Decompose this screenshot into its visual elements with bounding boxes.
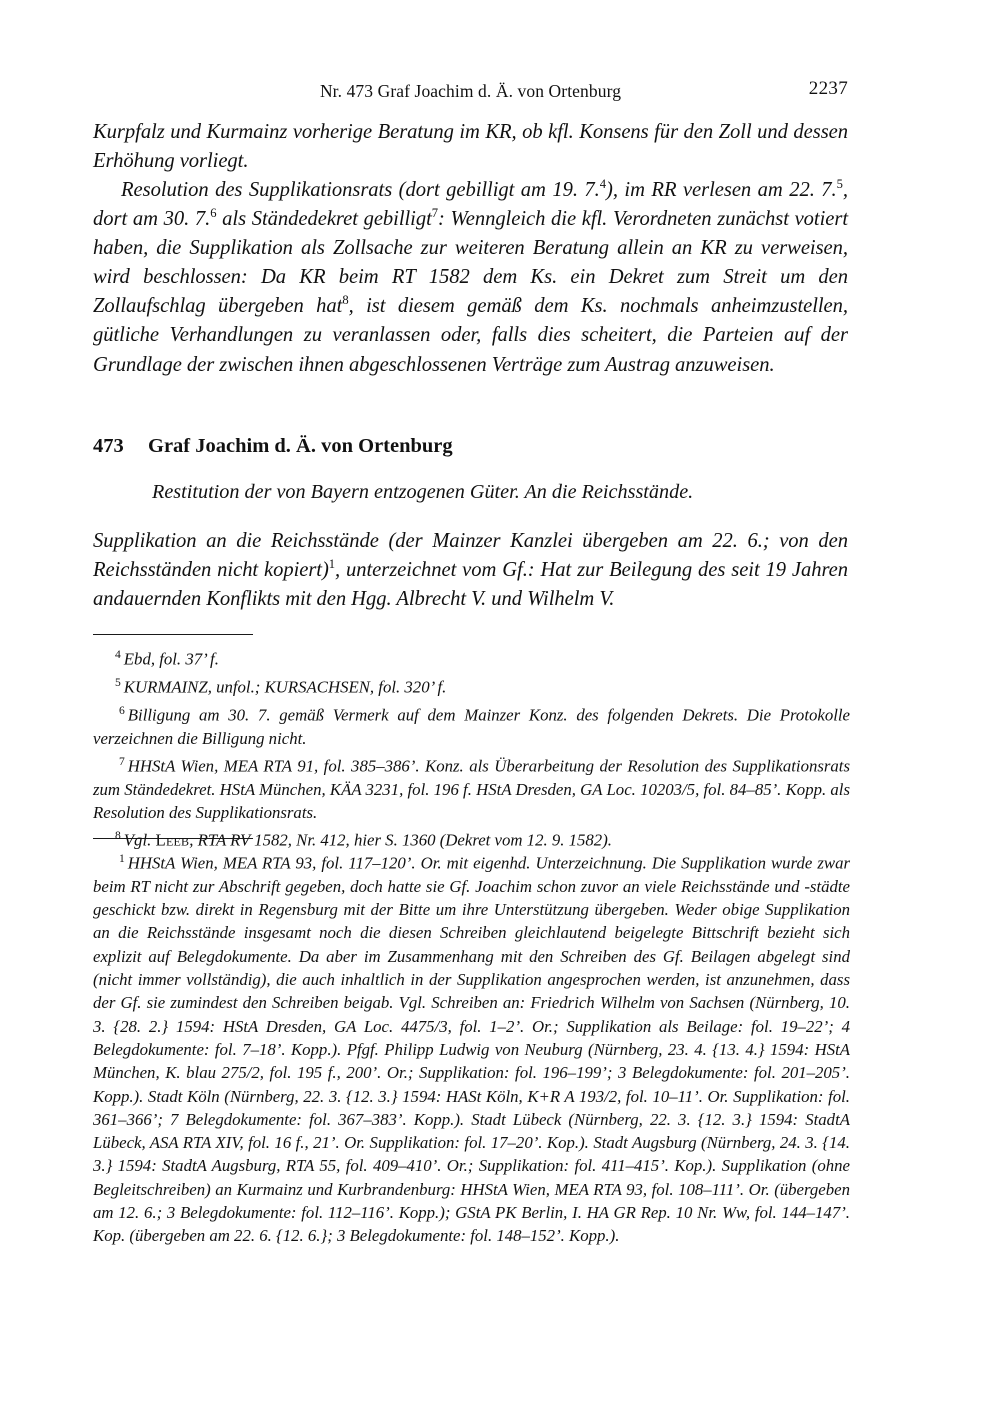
section-heading bbox=[93, 432, 848, 460]
page-number: 2237 bbox=[808, 78, 848, 99]
section-number: 473 bbox=[93, 435, 124, 457]
running-head bbox=[93, 78, 848, 104]
note-ref-7[interactable]: 7 bbox=[431, 206, 439, 221]
section-subtitle: Restitution der von Bayern entzogenen Güter. An die Reichsstände. bbox=[152, 481, 694, 503]
footnote-group-lower bbox=[93, 847, 850, 1248]
footnote-separator-upper bbox=[93, 634, 253, 635]
note-ref-4[interactable]: 4 bbox=[599, 177, 607, 192]
footnote-marker-7: 7 bbox=[119, 754, 125, 768]
running-head-title: Nr. 473 Graf Joachim d. Ä. von Ortenburg bbox=[319, 81, 622, 101]
footnote-text-5: KURMAINZ, unfol.; KURSACHSEN, fol. 320’ f. bbox=[123, 677, 447, 697]
footnote-author-leeb: Leeb bbox=[155, 831, 190, 851]
resolution-text-1: Resolution des Supplikationsrats (dort gebilligt am 19. 7. bbox=[121, 179, 600, 201]
resolution-text-4: als Ständedekret gebilligt bbox=[216, 208, 432, 231]
footnote-group-upper bbox=[93, 643, 850, 852]
footnote-text-8-prefix: Vgl. bbox=[123, 831, 156, 851]
section-title: Graf Joachim d. Ä. von Ortenburg bbox=[148, 435, 453, 457]
footnote-6 bbox=[93, 699, 850, 750]
resolution-text-3: , dort am 30. 7. bbox=[93, 179, 849, 231]
footnote-marker-8: 8 bbox=[115, 829, 121, 843]
supplikation-text-1: Supplikation an die Reichsstände (der Mainzer Kanzlei übergeben am 22. 6.; von den Reichsständen nicht kopiert) bbox=[93, 530, 848, 582]
footnote-text-8-suffix: , RTA RV 1582, Nr. 412, hier S. 1360 (Dekret vom 12. 9. 1582). bbox=[189, 831, 612, 851]
resolution-text-5: : Wenngleich die kfl. Verordneten zunächst votiert haben, die Supplikation als Zollsache zur weiteren Beratung allein an KR zu verweisen, wird beschlossen: Da KR beim RT 1582 dem Ks. ein Dekret zum Streit um den Zollaufschlag übergeben hat bbox=[93, 208, 848, 318]
note-ref-8[interactable]: 8 bbox=[342, 293, 349, 308]
supplikation-text-2: , unterzeichnet vom Gf.: Hat zur Beilegung des seit 19 Jahren andauernden Konflikts mit den Hgg. Albrecht V. und Wilhelm V. bbox=[93, 559, 848, 611]
note-ref-5[interactable]: 5 bbox=[836, 177, 843, 192]
resolution-text-6: , ist diesem gemäß dem Ks. nochmals anheimzustellen, gütliche Verhandlungen zu veranlassen oder, falls dies scheitert, die Parteien auf der Grundlage der zwischen ihnen abgeschlossenen Verträge zum Austrag anzuweisen. bbox=[93, 295, 848, 376]
footnote-7 bbox=[93, 750, 850, 824]
footnote-text-6: Billigung am 30. 7. gemäß Vermerk auf dem Mainzer Konz. des folgenden Dekrets. Die Protokolle verzeichnen die Billigung nicht. bbox=[93, 705, 850, 748]
footnote-1 bbox=[93, 847, 850, 1248]
paragraph-kurpfalz: Kurpfalz und Kurmainz vorherige Beratung im KR, ob kfl. Konsens für den Zoll und dessen Erhöhung vorliegt. bbox=[93, 121, 848, 173]
footnote-5 bbox=[93, 671, 850, 699]
footnote-marker-1: 1 bbox=[119, 852, 125, 865]
paragraph-resolution bbox=[93, 176, 848, 380]
footnote-marker-5: 5 bbox=[115, 675, 121, 689]
footnote-4 bbox=[93, 643, 850, 671]
footnote-text-1: HHStA Wien, MEA RTA 93, fol. 117–120’. Or. mit eigenhd. Unterzeichnung. Die Supplikation wurde zwar beim RT nicht zur Abschrift gegeben, doch hatte sie Gf. Joachim schon zuvor an viele Reichsstände und -städte geschickt bzw. direkt in Regensburg mit der Bitte um ihre Unterstützung übergeben. Weder obige Supplikation an die Reichsstände insgesamt noch die diesen Schreiben gleichlautend beigelegte Bittschrift bezieht sich explizit auf Belegdokumente. Da aber im Zusammenhang mit den Schreiben des Gf. Beilagen abgelegt sind (nicht immer vollständig), die auch inhaltlich in der Supplikation angesprochen werden, ist anzunehmen, dass der Gf. sie zumindest den Schreiben beigab. Vgl. Schreiben an: Friedrich Wilhelm von Sachsen (Nürnberg, 10. 3. {28. 2.} 1594: HStA Dresden, GA Loc. 4475/3, fol. 1–2’. Or.; Supplikation als Beilage: fol. 19–22’; 4 Belegdokumente: fol. 7–18’. Kopp.). Pfgf. Philipp Ludwig von Neuburg (Nürnberg, 23. 4. {13. 4.} 1594: HStA München, K. blau 275/2, fol. 195 f., 200’. Or.; Supplikation: fol. 196–199’; 3 Belegdokumente: fol. 201–205’. Kopp.). Stadt Köln (Nürnberg, 22. 3. {12. 3.} 1594: HASt Köln, K+R A 193/2, fol. 10–11’. Or. Supplikation: fol. 361–366’; 7 Belegdokumente: fol. 367–383’. Kopp.). Stadt Lübeck (Nürnberg, 22. 3. {12. 3.} 1594: StadtA Lübeck, ASA RTA XIV, fol. 16 f., 21’. Or. Supplikation: fol. 17–20’. Kop.). Stadt Augsburg (Nürnberg, 24. 3. {14. 3.} 1594: StadtA Augsburg, RTA 55, fol. 409–410’. Or.; Supplikation: fol. 411–415’. Kop.). Supplikation (ohne Begleitschreiben) an Kurmainz und Kurbrandenburg: HHStA Wien, MEA RTA 93, fol. 108–111’. Or. (übergeben am 12. 6.; 3 Belegdokumente: fol. 112–116’. Kopp.); GStA PK Berlin, I. HA GR Rep. 10 Nr. Ww, fol. 144–147’. Kop. (übergeben am 22. 6. {12. 6.}; 3 Belegdokumente: fol. 148–152’. Kopp.). bbox=[93, 853, 850, 1246]
note-ref-6[interactable]: 6 bbox=[210, 206, 217, 221]
footnote-marker-6: 6 bbox=[119, 703, 125, 717]
footnote-marker-4: 4 bbox=[115, 648, 121, 661]
resolution-text-2: ), im RR verlesen am 22. 7. bbox=[606, 179, 837, 201]
note-ref-1[interactable]: 1 bbox=[328, 557, 336, 572]
footnote-text-4: Ebd, fol. 37’ f. bbox=[123, 649, 219, 669]
paragraph-supplikation bbox=[93, 527, 848, 614]
footnote-text-7: HHStA Wien, MEA RTA 91, fol. 385–386’. Konz. als Überarbeitung der Resolution des Supplikationsrats zum Ständedekret. HStA München, KÄA 3231, fol. 196 f. HStA Dresden, GA Loc. 10203/5, fol. 84–85’. Kopp. als Resolution des Supplikationsrats. bbox=[93, 756, 850, 823]
